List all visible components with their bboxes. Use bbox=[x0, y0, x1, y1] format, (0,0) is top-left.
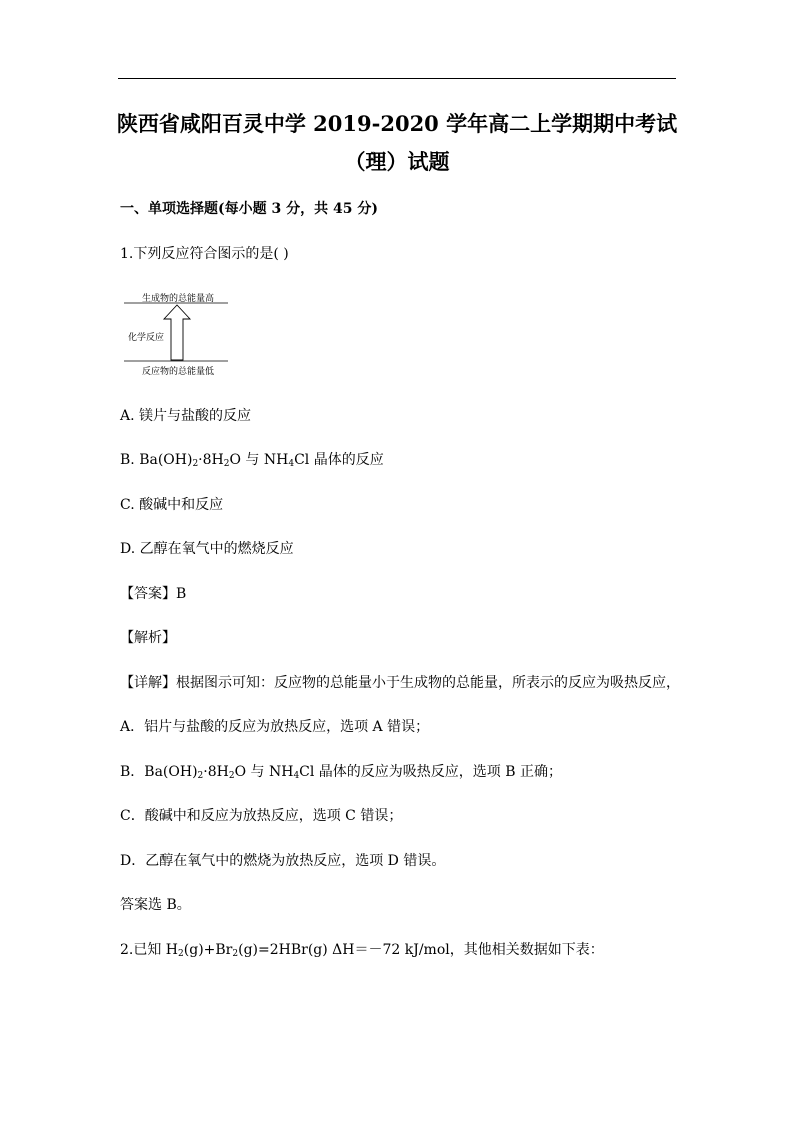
page-title-line-1: 陕西省咸阳百灵中学 2019-2020 学年高二上学期期中考试 bbox=[116, 111, 678, 136]
analysis-label: 【解析】 bbox=[120, 630, 176, 646]
option-b: B. $Ba(OH)_2\cdot 8H_2O$ 与 $NH_4Cl$ 晶体的反应 bbox=[120, 452, 384, 469]
option-d: D. 乙醇在氧气中的燃烧反应 bbox=[120, 541, 294, 557]
diagram-middle-label: 化学反应 bbox=[128, 333, 165, 343]
detail-line: 【详解】根据图示可知：反应物的总能量小于生成物的总能量，所表示的反应为吸热反应， bbox=[120, 675, 680, 691]
explain-b: B．$Ba(OH)_2\cdot 8H_2O$ 与 $NH_4Cl$ 晶体的反应为吸热反应，选项 B 正确； bbox=[120, 764, 562, 781]
question-2-stem: 2.已知 $H_2(g)+Br_2(g)=2HBr(g)$ ΔH＝－72 kJ/mol，其他相关数据如下表： bbox=[120, 942, 604, 959]
page-title-line-2: （理）试题 bbox=[344, 149, 450, 174]
energy-diagram bbox=[124, 290, 232, 378]
header-rule bbox=[118, 78, 676, 79]
option-a: A. 镁片与盐酸的反应 bbox=[120, 408, 252, 424]
diagram-top-label: 生成物的总能量高 bbox=[142, 294, 215, 304]
explain-d: D．乙醇在氧气中的燃烧为放热反应，选项 D 错误。 bbox=[120, 853, 446, 869]
option-c: C. 酸碱中和反应 bbox=[120, 497, 224, 513]
diagram-bottom-label: 反应物的总能量低 bbox=[142, 367, 215, 377]
conclusion-line: 答案选 B。 bbox=[120, 897, 191, 913]
up-arrow-icon bbox=[164, 305, 190, 360]
answer-line: 【答案】B bbox=[120, 586, 187, 602]
question-1-stem: 1.下列反应符合图示的是( ) bbox=[120, 246, 289, 262]
section-heading: 一、单项选择题(每小题 3 分，共 45 分) bbox=[120, 201, 378, 217]
explain-c: C．酸碱中和反应为放热反应，选项 C 错误； bbox=[120, 808, 403, 824]
explain-a: A．铝片与盐酸的反应为放热反应，选项 A 错误； bbox=[120, 719, 430, 735]
